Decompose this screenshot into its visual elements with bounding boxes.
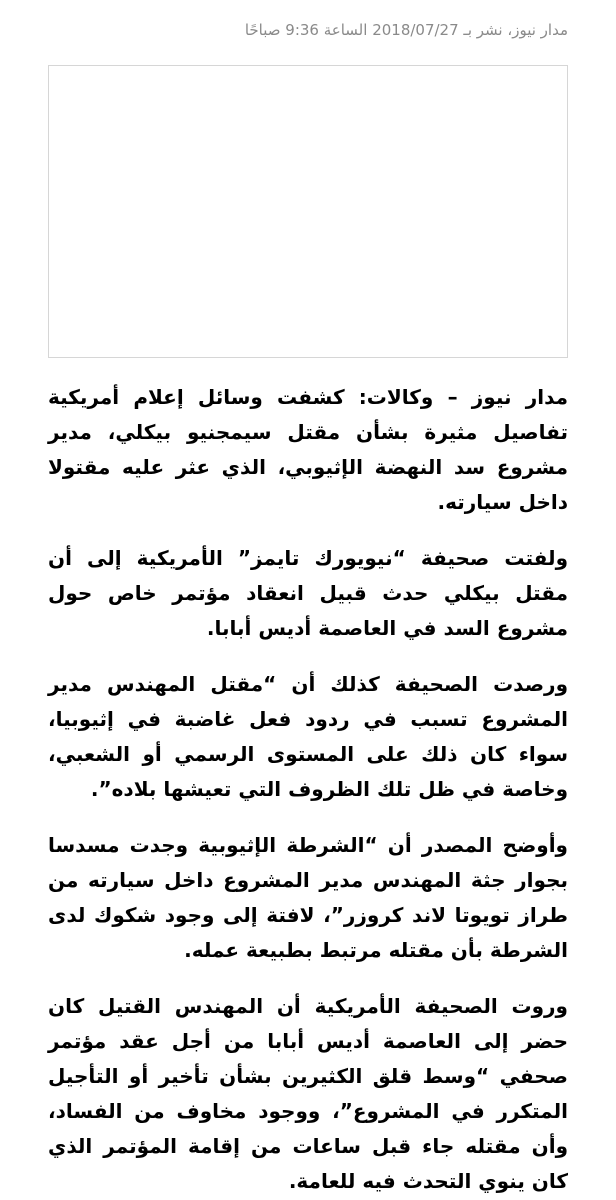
article-paragraph: ورصدت الصحيفة كذلك أن “مقتل المهندس مدير المشروع تسبب في ردود فعل غاضبة في إثيوبيا، سواء كان ذلك على المستوى الرسمي أو الشعبي، وخاصة في ظل تلك الظروف التي تعيشها بلاده”. [48,672,568,801]
article-meta: مدار نيوز، نشر بـ 2018/07/27 الساعة 9:36 صباحًا [244,21,568,39]
article-paragraph: وروت الصحيفة الأمريكية أن المهندس القتيل كان حضر إلى العاصمة أديس أبابا من أجل عقد مؤتمر صحفي “وسط قلق الكثيرين بشأن تأخير أو التأجيل المتكرر في المشروع”، ووجود مخاوف من الفساد، وأن مقتله جاء قبل ساعات من إقامة المؤتمر الذي كان ينوي التحدث فيه للعامة. [48,994,568,1193]
embedded-media-placeholder[interactable] [48,65,568,358]
article-paragraph: وأوضح المصدر أن “الشرطة الإثيوبية وجدت مسدسا بجوار جثة المهندس مدير المشروع داخل سيارته من طراز تويوتا لاند كروزر”، لافتة إلى وجود شكوك لدى الشرطة بأن مقتله مرتبط بطبيعة عمله. [48,833,568,962]
article-paragraph: ولفتت صحيفة “نيويورك تايمز” الأمريكية إلى أن مقتل بيكلي حدث قبيل انعقاد مؤتمر خاص حول مشروع السد في العاصمة أديس أبابا. [48,546,568,640]
article-paragraph: مدار نيوز – وكالات: كشفت وسائل إعلام أمريكية تفاصيل مثيرة بشأن مقتل سيمجنيو بيكلي، مدير مشروع سد النهضة الإثيوبي، الذي عثر عليه مقتولا داخل سيارته. [48,385,568,514]
article-body [48,380,568,1199]
